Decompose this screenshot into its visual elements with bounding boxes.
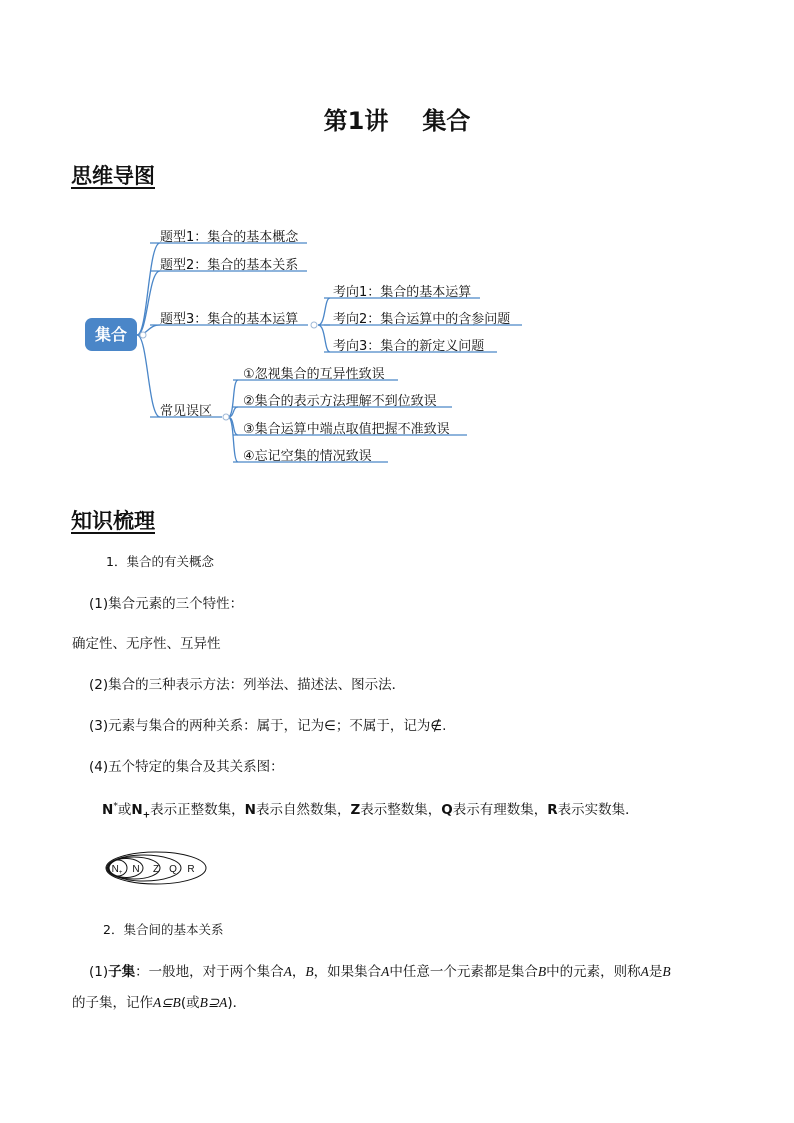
sup-star: * [113,801,118,812]
mindmap-branch-3: 题型3：集合的基本运算 [160,312,299,327]
set-label-n-plus: $N_+$ [111,864,123,876]
p7-g: ，如果集合 [313,964,382,980]
subsection-heading-2: 2．集合间的基本关系 [103,922,224,937]
mindmap-root: 集合 [85,318,137,351]
symbol-n-plus [131,802,151,821]
symbol-n-star: N [102,802,114,818]
symbol-q: Q [441,802,453,818]
paragraph-7 [89,960,671,980]
mindmap-branch-4-child-2: ②集合的表示方法理解不到位致误 [243,394,437,409]
mindmap-branch-4: 常见误区 [160,404,213,419]
paragraph-4: (3)元素与集合的两种关系：属于，记为∈；不属于，记为∉. [89,718,447,734]
expr-b-superset-a: B⊇A [199,995,228,1010]
var-a-1: A [283,964,292,979]
p7-c: ：一般地，对于两个集合 [135,964,284,980]
symbol-z: Z [350,802,361,818]
p8-e: )． [227,995,247,1011]
paragraph-1: (1)集合元素的三个特性： [89,596,244,612]
text-integers: 表示整数集， [360,802,442,818]
mindmap-branch-4-child-3: ③集合运算中端点取值把握不准致误 [243,422,450,437]
subsection-heading-1: 1．集合的有关概念 [106,554,214,569]
p8-a: 的子集，记作 [72,995,153,1011]
p7-a: (1) [89,964,109,980]
set-label-n: N [132,864,140,875]
p7-m: 是 [648,964,663,980]
paragraph-6 [102,798,639,821]
sub-plus: + [142,810,151,821]
text-positive-integers: 表示正整数集， [150,802,245,818]
text-or: 或 [117,802,132,818]
paragraph-3: (2)集合的三种表示方法：列举法、描述法、图示法． [89,677,406,693]
mindmap-branch-4-child-1: ①忽视集合的互异性致误 [243,367,385,382]
mindmap-branch-4-child-4: ④忘记空集的情况致误 [243,449,372,464]
p7-k: 中的元素，则称 [546,964,641,980]
var-b-2: B [537,964,547,979]
symbol-n-plus-letter: N [131,802,143,818]
mindmap-branch-2: 题型2：集合的基本关系 [160,258,299,273]
text-reals: 表示实数集． [557,802,639,818]
text-natural-numbers: 表示自然数集， [255,802,351,818]
p7-i: 中任意一个元素都是集合 [389,964,538,980]
symbol-r: R [547,802,558,818]
title-topic: 集合 [422,107,471,135]
expr-a-subset-b: A⊆B [153,995,181,1010]
mindmap-branch-1: 题型1：集合的基本概念 [160,230,299,245]
section-heading-knowledge: 知识梳理 [71,509,155,533]
mindmap-branch-3-child-1: 考向1：集合的基本运算 [333,285,472,300]
term-subset: 子集 [108,964,136,980]
p8-c: (或 [180,995,200,1011]
paragraph-8 [72,991,246,1011]
title-lecture: 第1讲 [323,107,389,135]
set-label-z: Z [152,864,160,875]
section-heading-mindmap: 思维导图 [71,164,155,188]
var-a-3: A [640,964,649,979]
set-inclusion-diagram [104,850,208,888]
paragraph-2: 确定性、无序性、互异性 [72,636,221,652]
var-b-1: B [305,964,314,979]
set-label-r: R [187,864,195,875]
mindmap-branch-3-child-3: 考向3：集合的新定义问题 [333,339,485,354]
var-a-2: A [381,964,390,979]
text-rationals: 表示有理数集， [452,802,548,818]
mindmap-branch-3-child-2: 考向2：集合运算中的含参问题 [333,312,511,327]
symbol-n: N [244,802,256,818]
set-label-q: Q [169,864,177,875]
paragraph-5: (4)五个特定的集合及其关系图： [89,759,284,775]
var-b-3: B [662,964,671,979]
p7-e: ， [291,964,306,980]
